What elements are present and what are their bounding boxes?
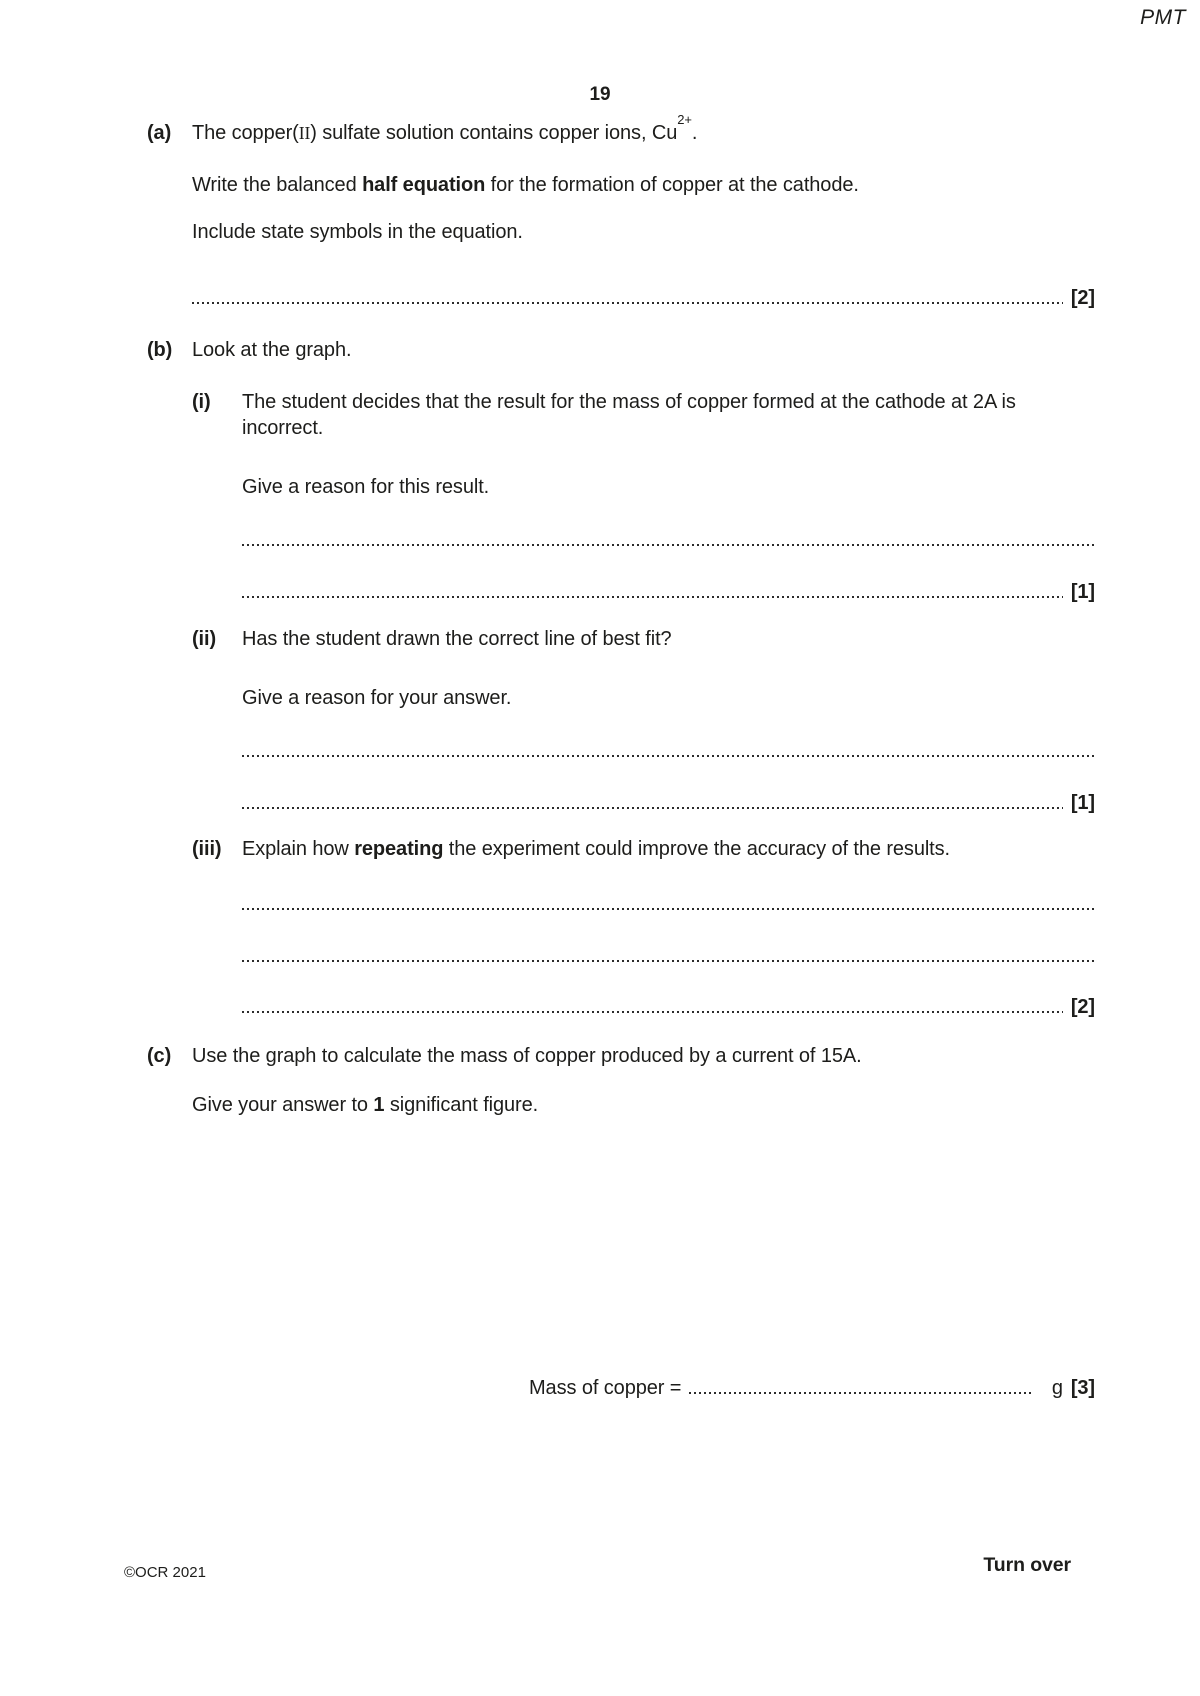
question-b-i-text: The student decides that the result for the mass of copper formed at the cathode at 2A is incorrect.: [242, 391, 1016, 439]
question-a-label: (a): [147, 122, 172, 144]
answer-line-b-i-1: [242, 524, 1095, 550]
dotted-answer-line: [689, 1392, 1031, 1394]
question-c-text: Use the graph to calculate the mass of copper produced by a current of 15A.: [192, 1045, 862, 1067]
question-b-i-label: (i): [192, 391, 211, 413]
question-b-ii: [192, 626, 1095, 652]
question-a-include-line: Include state symbols in the equation.: [192, 221, 523, 243]
dotted-answer-line: [242, 960, 1095, 962]
question-b-ii-text: Has the student drawn the correct line of best fit?: [242, 628, 672, 650]
question-b-intro: Look at the graph.: [192, 339, 352, 361]
roman-numeral: II: [298, 123, 311, 143]
answer-line-b-iii-3: [242, 991, 1095, 1017]
question-b: [147, 337, 1095, 363]
mass-answer-label: Mass of copper =: [529, 1377, 682, 1399]
dotted-answer-line: [242, 807, 1063, 809]
question-c: [147, 1043, 1095, 1069]
answer-line-b-ii-1: [242, 735, 1095, 761]
question-b-ii-label: (ii): [192, 628, 217, 650]
question-c-label: (c): [147, 1045, 172, 1067]
answer-line-b-i-2: [242, 576, 1095, 602]
dotted-answer-line: [192, 302, 1063, 304]
copyright-notice: ©OCR 2021: [124, 1564, 206, 1581]
question-b-i: [192, 389, 1095, 441]
answer-line-b-ii-2: [242, 787, 1095, 813]
dotted-answer-line: [242, 908, 1095, 910]
ion-charge-superscript: 2+: [677, 112, 692, 128]
question-b-ii-prompt: Give a reason for your answer.: [242, 687, 512, 709]
question-b-i-prompt: Give a reason for this result.: [242, 476, 490, 498]
dotted-answer-line: [242, 755, 1095, 757]
question-c-sigfig-line: Give your answer to 1 significant figure.: [192, 1094, 539, 1116]
marks-c: [3]: [1070, 1377, 1095, 1399]
question-b-iii-label: (iii): [192, 838, 222, 860]
answer-line-b-iii-1: [242, 888, 1095, 914]
question-a-write-line: Write the balanced half equation for the formation of copper at the cathode.: [192, 174, 859, 196]
dotted-answer-line: [242, 544, 1095, 546]
question-a: [147, 112, 1095, 146]
dotted-answer-line: [242, 1011, 1063, 1013]
answer-line-b-iii-2: [242, 940, 1095, 966]
pmt-watermark: PMT: [1140, 6, 1186, 29]
marks-b-i: [1]: [1070, 581, 1095, 603]
dotted-answer-line: [242, 596, 1063, 598]
mass-answer-row: [529, 1372, 1095, 1398]
answer-line-a: [192, 282, 1095, 308]
turn-over-label: Turn over: [983, 1554, 1071, 1576]
repeating-bold: repeating: [354, 838, 444, 860]
marks-b-iii: [2]: [1070, 996, 1095, 1018]
half-equation-bold: half equation: [362, 174, 486, 196]
question-b-iii-text: Explain how repeating the experiment could improve the accuracy of the results.: [242, 838, 950, 860]
question-a-intro: The copper(II) sulfate solution contains copper ions, $Cu^{2+}$.: [192, 112, 698, 144]
marks-a: [2]: [1070, 287, 1095, 309]
question-b-label: (b): [147, 339, 173, 361]
one-sigfig-bold: 1: [373, 1094, 385, 1116]
marks-b-ii: [1]: [1070, 792, 1095, 814]
question-b-iii: [192, 836, 1095, 862]
mass-unit: g: [1051, 1377, 1063, 1399]
page-number: 19: [589, 84, 611, 105]
